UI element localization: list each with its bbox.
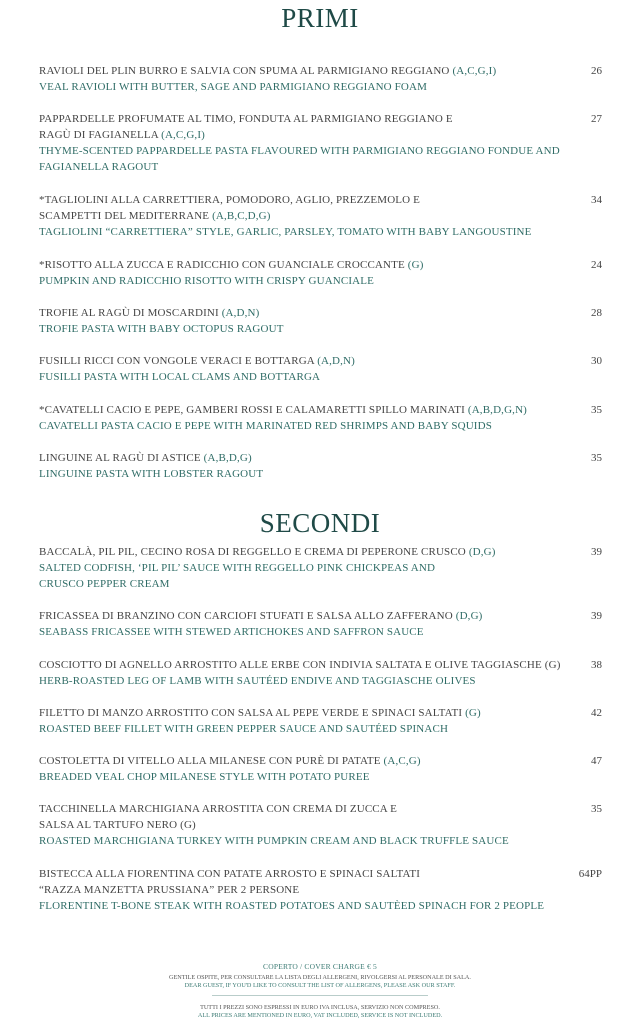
- dish-name-text: *CAVATELLI CACIO E PEPE, GAMBERI ROSSI E CALAMARETTI SPILLO MARINATI: [39, 404, 465, 416]
- dish-name-en: SEABASS FRICASSEE WITH STEWED ARTICHOKES AND SAFFRON SAUCE: [39, 626, 424, 638]
- dish-name-text: SALSA AL TARTUFO NERO: [39, 819, 178, 831]
- menu-item: [39, 111, 602, 175]
- dish-name-en: FLORENTINE T-BONE STEAK WITH ROASTED POTATOES AND SAUTÈED SPINACH FOR 2 PEOPLE: [39, 900, 545, 912]
- menu-item: [39, 544, 602, 592]
- dish-name-en: TAGLIOLINI “CARRETTIERA” STYLE, GARLIC, PARSLEY, TOMATO WITH BABY LANGOUSTINE: [39, 226, 532, 238]
- allergen-codes: (A,B,D,G): [203, 452, 252, 464]
- dish-name-it: [39, 753, 602, 769]
- dish-name-en: ROASTED MARCHIGIANA TURKEY WITH PUMPKIN CREAM AND BLACK TRUFFLE SAUCE: [39, 835, 509, 847]
- dish-price: 28: [591, 307, 602, 319]
- dish-name-it: [39, 882, 602, 898]
- dish-name-en: BREADED VEAL CHOP MILANESE STYLE WITH POTATO PUREE: [39, 771, 370, 783]
- dish-name-text: TACCHINELLA MARCHIGIANA ARROSTITA CON CREMA DI ZUCCA E: [39, 803, 398, 815]
- dish-price: 38: [591, 659, 602, 671]
- dish-name-en: VEAL RAVIOLI WITH BUTTER, SAGE AND PARMIGIANO REGGIANO FOAM: [39, 81, 428, 93]
- dish-name-text: *RISOTTO ALLA ZUCCA E RADICCHIO CON GUANCIALE CROCCANTE: [39, 259, 405, 271]
- dish-price: 42: [591, 707, 602, 719]
- menu-item: [39, 402, 602, 434]
- dish-name-en: THYME-SCENTED PAPPARDELLE PASTA FLAVOURED WITH PARMIGIANO REGGIANO FONDUE AND: [39, 145, 560, 157]
- allergen-codes: (A,D,N): [317, 355, 355, 367]
- dish-price: 26: [591, 65, 602, 77]
- allergen-codes: (G): [407, 259, 424, 271]
- dish-name-text: SCAMPETTI DEL MEDITERRANE: [39, 210, 210, 222]
- dish-name-text: RAVIOLI DEL PLIN BURRO E SALVIA CON SPUMA AL PARMIGIANO REGGIANO: [39, 65, 450, 77]
- dish-name-it: [39, 127, 602, 143]
- dish-name-text: FRICASSEA DI BRANZINO CON CARCIOFI STUFATI E SALSA ALLO ZAFFERANO: [39, 610, 453, 622]
- dish-price: 35: [591, 404, 602, 416]
- menu-item: [39, 801, 602, 849]
- cover-charge: COPERTO / COVER CHARGE € 5: [263, 962, 377, 971]
- section-title-secondi: SECONDI: [259, 508, 381, 538]
- dish-name-text: TROFIE AL RAGÙ DI MOSCARDINI: [39, 307, 219, 319]
- dish-name-en: CRUSCO PEPPER CREAM: [39, 578, 170, 590]
- dish-name-it: [39, 208, 602, 224]
- dish-name-text: *TAGLIOLINI ALLA CARRETTIERA, POMODORO, AGLIO, PREZZEMOLO E: [39, 194, 421, 206]
- dish-price: 39: [591, 546, 602, 558]
- dish-name-it: [39, 657, 602, 673]
- dish-name-it: [39, 817, 602, 833]
- menu-item: [39, 63, 602, 95]
- dish-name-en: PUMPKIN AND RADICCHIO RISOTTO WITH CRISPY GUANCIALE: [39, 275, 375, 287]
- dish-name-it: [39, 544, 602, 560]
- dish-name-text: LINGUINE AL RAGÙ DI ASTICE: [39, 452, 201, 464]
- dish-name-text: “RAZZA MANZETTA PRUSSIANA” PER 2 PERSONE: [39, 884, 300, 896]
- dish-price: 39: [591, 610, 602, 622]
- allergen-codes: (G): [465, 707, 481, 719]
- allergen-note-it: GENTILE OSPITE, PER CONSULTARE LA LISTA DEGLI ALLERGENI, RIVOLGERSI AL PERSONALE DI SALA.: [169, 974, 471, 981]
- dish-name-en: SALTED CODFISH, ‘PIL PIL’ SAUCE WITH REGGELLO PINK CHICKPEAS AND: [39, 562, 436, 574]
- dish-name-it: [39, 353, 602, 369]
- prices-note-en: ALL PRICES ARE MENTIONED IN EURO, VAT INCLUDED, SERVICE IS NOT INCLUDED.: [197, 1012, 443, 1019]
- dish-name-text: BACCALÀ, PIL PIL, CECINO ROSA DI REGGELLO E CREMA DI PEPERONE CRUSCO: [39, 546, 466, 558]
- footer-divider: [212, 995, 428, 996]
- dish-name-it: [39, 450, 602, 466]
- dish-price: 34: [591, 194, 602, 206]
- allergen-codes: (G): [544, 659, 561, 671]
- menu-item: [39, 705, 602, 737]
- dish-name-it: [39, 192, 602, 208]
- dish-price: 64PP: [578, 868, 602, 880]
- allergen-codes: (G): [180, 819, 196, 831]
- dish-name-text: BISTECCA ALLA FIORENTINA CON PATATE ARROSTO E SPINACI SALTATI: [39, 868, 421, 880]
- dish-name-it: [39, 866, 602, 882]
- menu-item: [39, 866, 602, 914]
- dish-price: 35: [591, 803, 602, 815]
- dish-name-it: [39, 63, 602, 79]
- dish-price: 47: [591, 755, 602, 767]
- allergen-codes: (A,C,G,I): [161, 129, 205, 141]
- allergen-codes: (A,B,D,G,N): [467, 404, 527, 416]
- dish-name-it: [39, 608, 602, 624]
- allergen-codes: (D,G): [468, 546, 496, 558]
- menu-item: [39, 257, 602, 289]
- menu-item: [39, 657, 602, 689]
- dish-name-it: [39, 111, 602, 127]
- prices-note-it: TUTTI I PREZZI SONO ESPRESSI IN EURO IVA INCLUSA, SERVIZIO NON COMPRESO.: [200, 1004, 440, 1011]
- dish-name-en: FAGIANELLA RAGOUT: [39, 161, 159, 173]
- menu-item: [39, 192, 602, 240]
- allergen-codes: (A,C,G): [383, 755, 421, 767]
- allergen-codes: (A,C,G,I): [452, 65, 497, 77]
- allergen-codes: (A,D,N): [221, 307, 260, 319]
- menu-item: [39, 450, 602, 482]
- allergen-codes: (A,B,C,D,G): [212, 210, 271, 222]
- dish-name-it: [39, 801, 602, 817]
- dish-name-it: [39, 257, 602, 273]
- menu-item: [39, 305, 602, 337]
- dish-name-en: CAVATELLI PASTA CACIO E PEPE WITH MARINATED RED SHRIMPS AND BABY SQUIDS: [39, 420, 492, 432]
- dish-name-text: RAGÙ DI FAGIANELLA: [39, 129, 159, 141]
- dish-name-en: LINGUINE PASTA WITH LOBSTER RAGOUT: [39, 468, 264, 480]
- allergen-codes: (D,G): [455, 610, 483, 622]
- dish-name-text: FUSILLI RICCI CON VONGOLE VERACI E BOTTARGA: [39, 355, 315, 367]
- dish-name-en: FUSILLI PASTA WITH LOCAL CLAMS AND BOTTARGA: [39, 371, 321, 383]
- dish-price: 27: [591, 113, 602, 125]
- dish-name-it: [39, 705, 602, 721]
- dish-name-text: PAPPARDELLE PROFUMATE AL TIMO, FONDUTA AL PARMIGIANO REGGIANO E: [39, 113, 453, 125]
- dish-name-en: HERB-ROASTED LEG OF LAMB WITH SAUTÉED ENDIVE AND TAGGIASCHE OLIVES: [39, 675, 476, 687]
- dish-price: 35: [591, 452, 602, 464]
- menu-item: [39, 608, 602, 640]
- dish-name-text: FILETTO DI MANZO ARROSTITO CON SALSA AL PEPE VERDE E SPINACI SALTATI: [39, 707, 463, 719]
- menu-item: [39, 353, 602, 385]
- menu-item: [39, 753, 602, 785]
- dish-price: 30: [591, 355, 602, 367]
- dish-name-it: [39, 402, 602, 418]
- dish-name-text: COSTOLETTA DI VITELLO ALLA MILANESE CON PURÈ DI PATATE: [39, 755, 381, 767]
- dish-name-it: [39, 305, 602, 321]
- dish-name-text: COSCIOTTO DI AGNELLO ARROSTITO ALLE ERBE CON INDIVIA SALTATA E OLIVE TAGGIASCHE: [39, 659, 542, 671]
- allergen-note-en: DEAR GUEST, IF YOU'D LIKE TO CONSULT THE LIST OF ALLERGENS, PLEASE ASK OUR STAFF.: [184, 982, 456, 989]
- dish-name-en: TROFIE PASTA WITH BABY OCTOPUS RAGOUT: [39, 323, 284, 335]
- section-title-primi: PRIMI: [281, 3, 359, 33]
- dish-price: 24: [591, 259, 602, 271]
- dish-name-en: ROASTED BEEF FILLET WITH GREEN PEPPER SAUCE AND SAUTÉED SPINACH: [39, 723, 449, 735]
